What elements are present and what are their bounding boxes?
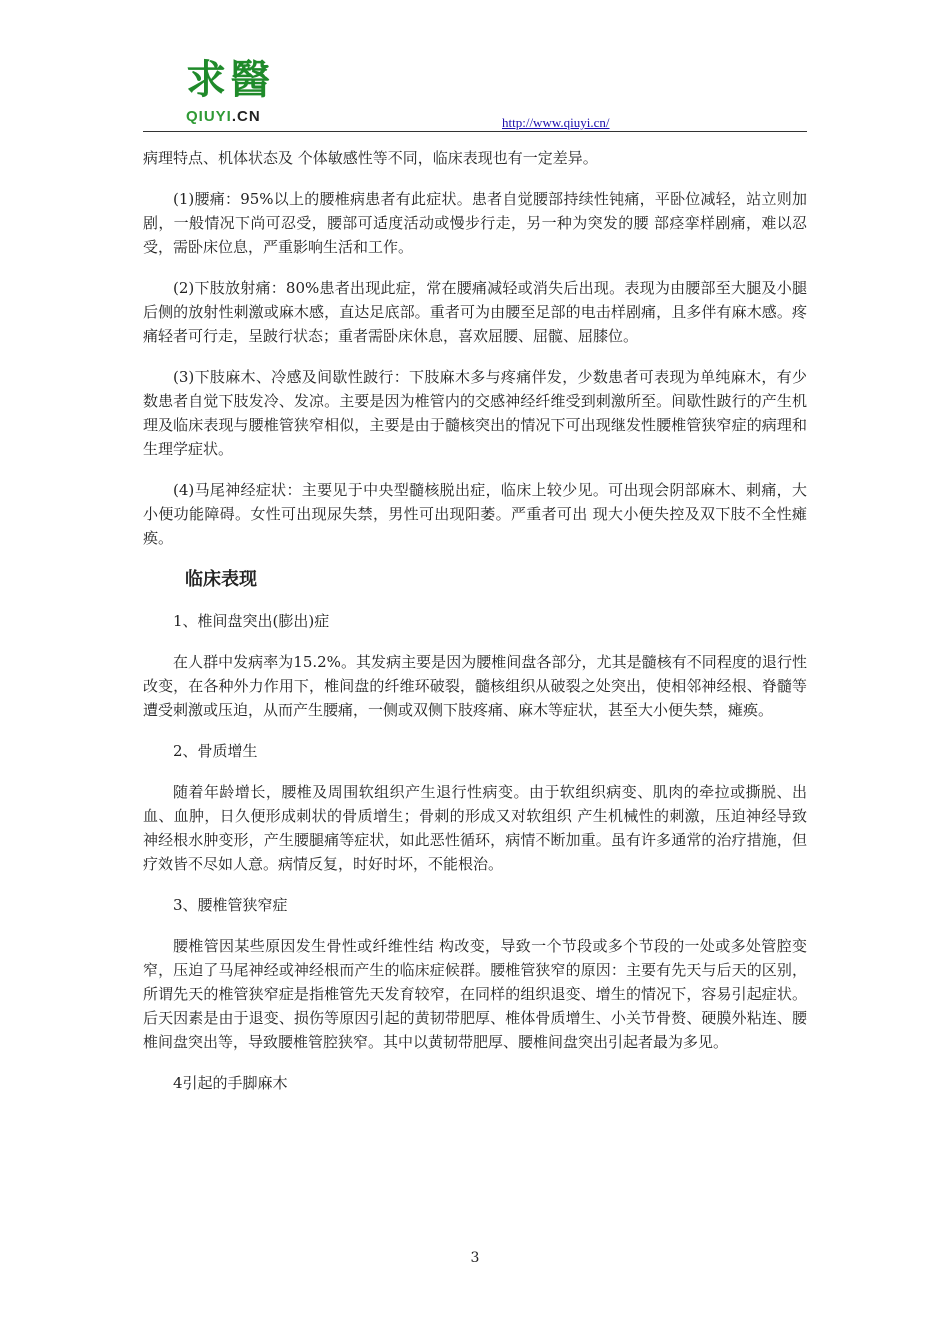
subsection-title-hyperplasia: 2、骨质增生 <box>173 742 258 760</box>
qiuyi-logo <box>186 58 306 132</box>
section-heading-clinical: 临床表现 <box>185 569 257 590</box>
logo-qiuyi: QIUYI <box>186 108 232 125</box>
intro-paragraph: 病理特点、机体状态及 个体敏感性等不同，临床表现也有一定差异。 <box>143 149 598 167</box>
logo-dotcn: .CN <box>231 108 261 125</box>
symptom-cauda-equina: (4)马尾神经症状：主要见于中央型髓核脱出症，临床上较少见。可出现会阴部麻木、刺痛，大小便功能障碍。女性可出现尿失禁，男性可出现阳萎。严重者可出 现大小便失控及双下肢不全性瘫痪。 <box>143 481 807 547</box>
site-url-link[interactable]: http://www.qiuyi.cn/ <box>502 115 610 130</box>
logo-english-text <box>186 108 306 125</box>
subsection-body-hyperplasia: 随着年龄增长，腰椎及周围软组织产生退行性病变。由于软组织病变、肌肉的牵拉或撕脱、出血、血肿，日久便形成刺状的骨质增生；骨刺的形成又对软组织 产生机械性的刺激，压迫神经导致神经根水肿变形，产生腰腿痛等症状，如此恶性循环，病情不断加重。虽有许多通常的治疗措施，但疗效皆不尽如人意。病情反复，时好时坏，不能根治。 <box>143 783 807 873</box>
subsection-title-numbness: 4引起的手脚麻木 <box>173 1074 288 1092</box>
subsection-title-disc: 1、椎间盘突出(膨出)症 <box>173 612 330 630</box>
page-number: 3 <box>470 1250 480 1266</box>
header-divider <box>143 131 807 132</box>
subsection-body-disc: 在人群中发病率为15.2%。其发病主要是因为腰椎间盘各部分，尤其是髓核有不同程度的退行性改变，在各种外力作用下，椎间盘的纤维环破裂，髓核组织从破裂之处突出，使相邻神经根、脊髓等遭受刺激或压迫，从而产生腰痛，一侧或双侧下肢疼痛、麻木等症状，甚至大小便失禁，瘫痪。 <box>143 653 807 719</box>
symptom-leg-numbness: (3)下肢麻木、冷感及间歇性跛行：下肢麻木多与疼痛伴发，少数患者可表现为单纯麻木，有少数患者自觉下肢发冷、发凉。主要是因为椎管内的交感神经纤维受到刺激所至。间歇性跛行的产生机理及临床表现与腰椎管狭窄相似，主要是由于髓核突出的情况下可出现继发性腰椎管狭窄症的病理和生理学症状。 <box>143 368 807 458</box>
symptom-lower-back-pain: (1)腰痛：95%以上的腰椎病患者有此症状。患者自觉腰部持续性钝痛，平卧位减轻，站立则加剧，一般情况下尚可忍受，腰部可适度活动或慢步行走，另一种为突发的腰 部痉挛样剧痛，难以忍受，需卧床位息，严重影响生活和工作。 <box>143 190 807 256</box>
document-body <box>143 146 807 1095</box>
subsection-body-stenosis: 腰椎管因某些原因发生骨性或纤维性结 构改变，导致一个节段或多个节段的一处或多处管腔变窄，压迫了马尾神经或神经根而产生的临床症候群。腰椎管狭窄的原因：主要有先天与后天的区别，所谓先天的椎管狭窄症是指椎管先天发育较窄，在同样的组织退变、增生的情况下，容易引起症状。后天因素是由于退变、损伤等原因引起的黄韧带肥厚、椎体骨质增生、小关节骨赘、硬膜外粘连、腰椎间盘突出等，导致腰椎管腔狭窄。其中以黄韧带肥厚、腰椎间盘突出引起者最为多见。 <box>143 937 807 1051</box>
symptom-leg-radiating-pain: (2)下肢放射痛：80%患者出现此症，常在腰痛减轻或消失后出现。表现为由腰部至大腿及小腿后侧的放射性刺激或麻木感，直达足底部。重者可为由腰至足部的电击样剧痛，且多伴有麻木感。疼痛轻者可行走，呈跛行状态；重者需卧床休息，喜欢屈腰、屈髋、屈膝位。 <box>143 279 807 345</box>
subsection-title-stenosis: 3、腰椎管狭窄症 <box>173 896 288 914</box>
logo-chinese-text: 求醫 <box>186 56 274 103</box>
